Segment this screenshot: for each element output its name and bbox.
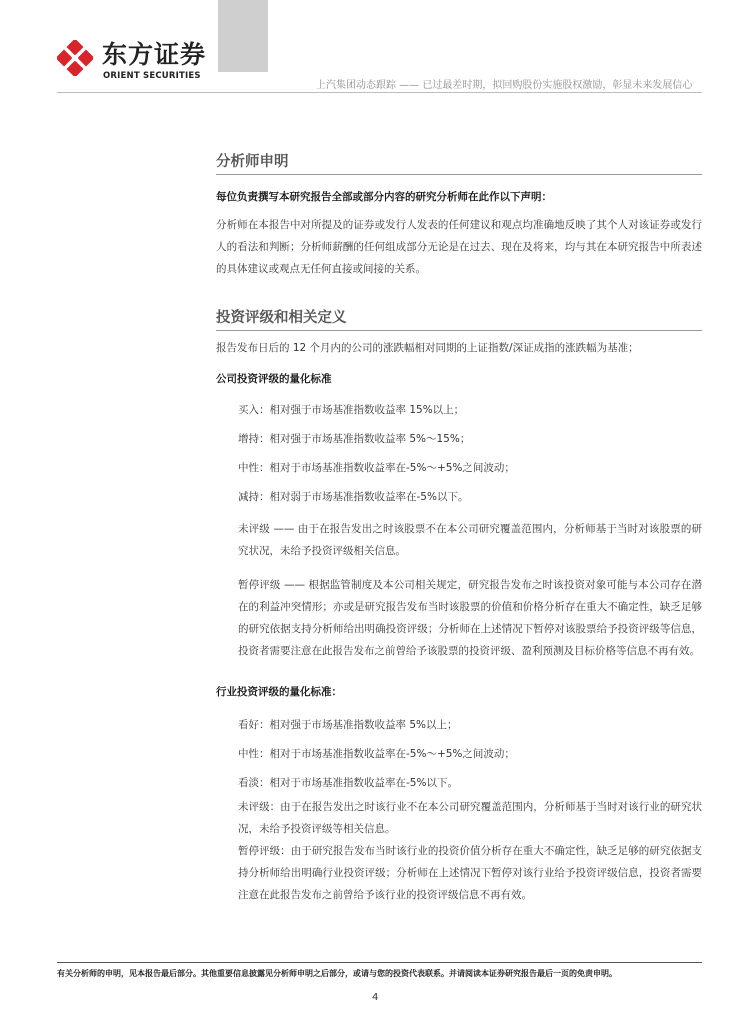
industry-rating-neutral: 中性：相对于市场基准指数收益率在-5%～+5%之间波动； [238,748,515,760]
logo-chinese-name: 东方证券 [102,40,207,69]
industry-rating-heading: 行业投资评级的量化标准： [216,686,342,698]
page-number: 4 [372,992,379,1003]
industry-rating-unrated: 未评级：由于在报告发出之时该行业不在本公司研究覆盖范围内，分析师基于当时对该行业的研究状况，未给予投资评级等相关信息。 [238,801,702,835]
rating-intro: 报告发布日后的 12 个月内的公司的涨跌幅相对同期的上证指数/深证成指的涨跌幅为基准； [216,342,639,354]
company-logo [57,40,207,82]
company-rating-neutral: 中性：相对于市场基准指数收益率在-5%～+5%之间波动； [238,462,515,474]
analyst-declaration-lead: 每位负责撰写本研究报告全部或部分内容的研究分析师在此作以下声明： [216,191,552,203]
industry-rating-suspended: 暂停评级：由于研究报告发布当时该行业的投资价值分析存在重大不确定性，缺乏足够的研究依据支持分析师给出明确行业投资评级；分析师在上述情况下暂停对该行业给予投资评级信息，投资者需要注意在此报告发布之前曾给予该行业的投资评级信息不再有效。 [238,845,702,901]
header-divider [57,92,702,93]
main-content [216,150,702,906]
logo-english-name: ORIENT SECURITIES [103,71,201,81]
footer-disclaimer: 有关分析师的申明，见本报告最后部分。其他重要信息披露见分析师申明之后部分，或请与您的投资代表联系。并请阅读本证券研究报告最后一页的免责申明。 [57,969,617,978]
industry-rating-positive: 看好：相对强于市场基准指数收益率 5%以上； [238,719,458,731]
analyst-declaration-title: 分析师申明 [216,150,702,175]
company-rating-buy: 买入：相对强于市场基准指数收益率 15%以上； [238,404,465,416]
company-rating-heading: 公司投资评级的量化标准 [216,373,332,385]
header-gray-bar [218,0,268,72]
industry-rating-negative: 看淡：相对于市场基准指数收益率在-5%以下。 [238,777,458,789]
company-rating-underweight: 减持：相对弱于市场基准指数收益率在-5%以下。 [238,491,469,503]
footer-divider [57,962,702,963]
orient-logo-icon [57,40,93,76]
rating-definitions-title: 投资评级和相关定义 [216,306,702,331]
report-subtitle: 上汽集团动态跟踪 —— 已过最差时期，拟回购股份实施股权激励，彰显未来发展信心 [316,80,693,91]
company-rating-overweight: 增持：相对强于市场基准指数收益率 5%～15%； [238,433,471,445]
analyst-declaration-body: 分析师在本报告中对所提及的证券或发行人发表的任何建议和观点均准确地反映了其个人对该证券或发行人的看法和判断；分析师薪酬的任何组成部分无论是在过去、现在及将来，均与其在本研究报告中所表述的具体建议或观点无任何直接或间接的关系。 [216,219,702,275]
company-rating-unrated: 未评级 —— 由于在报告发出之时该股票不在本公司研究覆盖范围内，分析师基于当时对该股票的研究状况，未给予投资评级相关信息。 [238,523,702,557]
company-rating-suspended: 暂停评级 —— 根据监管制度及本公司相关规定，研究报告发布之时该投资对象可能与本公司存在潜在的利益冲突情形；亦或是研究报告发布当时该股票的价值和价格分析存在重大不确定性，缺乏足够的研究依据支持分析师给出明确投资评级；分析师在上述情况下暂停对该股票给予投资评级等信息，投资者需要注意在此报告发布之前曾给予该股票的投资评级、盈利预测及目标价格等信息不再有效。 [238,579,702,657]
